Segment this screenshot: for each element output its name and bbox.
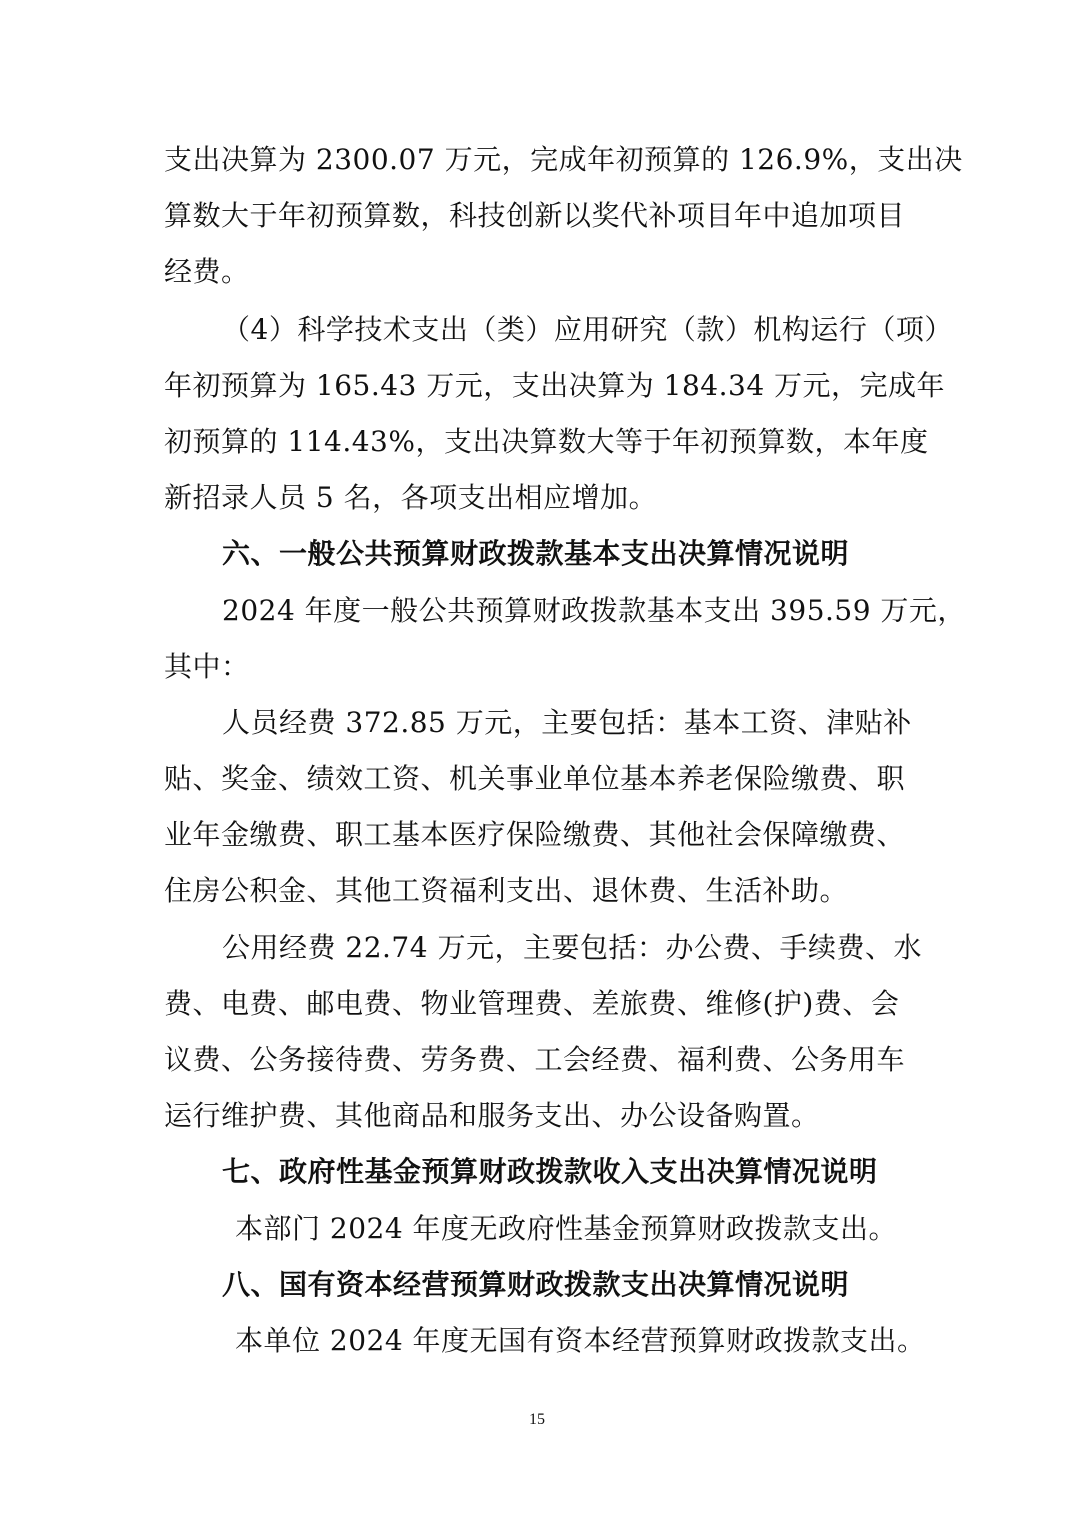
- text-line: 运行维护费、其他商品和服务支出、办公设备购置。: [164, 1099, 820, 1132]
- text-line: 支出决算为 2300.07 万元，完成年初预算的 126.9%，支出决: [164, 143, 963, 176]
- text-line: 费、电费、邮电费、物业管理费、差旅费、维修(护)费、会: [164, 987, 900, 1020]
- text-line: 算数大于年初预算数，科技创新以奖代补项目年中追加项目: [164, 199, 906, 232]
- page-number: 15: [529, 1411, 545, 1428]
- text-line: 议费、公务接待费、劳务费、工会经费、福利费、公务用车: [164, 1043, 906, 1076]
- section-heading: 六、一般公共预算财政拨款基本支出决算情况说明: [222, 537, 850, 570]
- text-line: 2024 年度一般公共预算财政拨款基本支出 395.59 万元，: [222, 594, 966, 627]
- text-line: 初预算的 114.43%，支出决算数大等于年初预算数，本年度: [164, 425, 929, 458]
- text-line: 新招录人员 5 名，各项支出相应增加。: [164, 481, 658, 514]
- text-line: 本单位 2024 年度无国有资本经营预算财政拨款支出。: [235, 1324, 926, 1357]
- text-line: 经费。: [164, 255, 250, 288]
- text-line: 业年金缴费、职工基本医疗保险缴费、其他社会保障缴费、: [164, 818, 906, 851]
- text-line: 本部门 2024 年度无政府性基金预算财政拨款支出。: [235, 1212, 898, 1245]
- text-line: 贴、奖金、绩效工资、机关事业单位基本养老保险缴费、职: [164, 762, 906, 795]
- text-line: （4）科学技术支出（类）应用研究（款）机构运行（项）: [222, 313, 953, 346]
- text-line: 其中：: [164, 650, 250, 683]
- section-heading: 七、政府性基金预算财政拨款收入支出决算情况说明: [222, 1155, 878, 1188]
- section-heading: 八、国有资本经营预算财政拨款支出决算情况说明: [222, 1268, 850, 1301]
- text-line: 住房公积金、其他工资福利支出、退休费、生活补助。: [164, 874, 849, 907]
- text-line: 人员经费 372.85 万元，主要包括：基本工资、津贴补: [222, 706, 912, 739]
- text-line: 年初预算为 165.43 万元，支出决算为 184.34 万元，完成年: [164, 369, 946, 402]
- text-line: 公用经费 22.74 万元，主要包括：办公费、手续费、水: [222, 931, 922, 964]
